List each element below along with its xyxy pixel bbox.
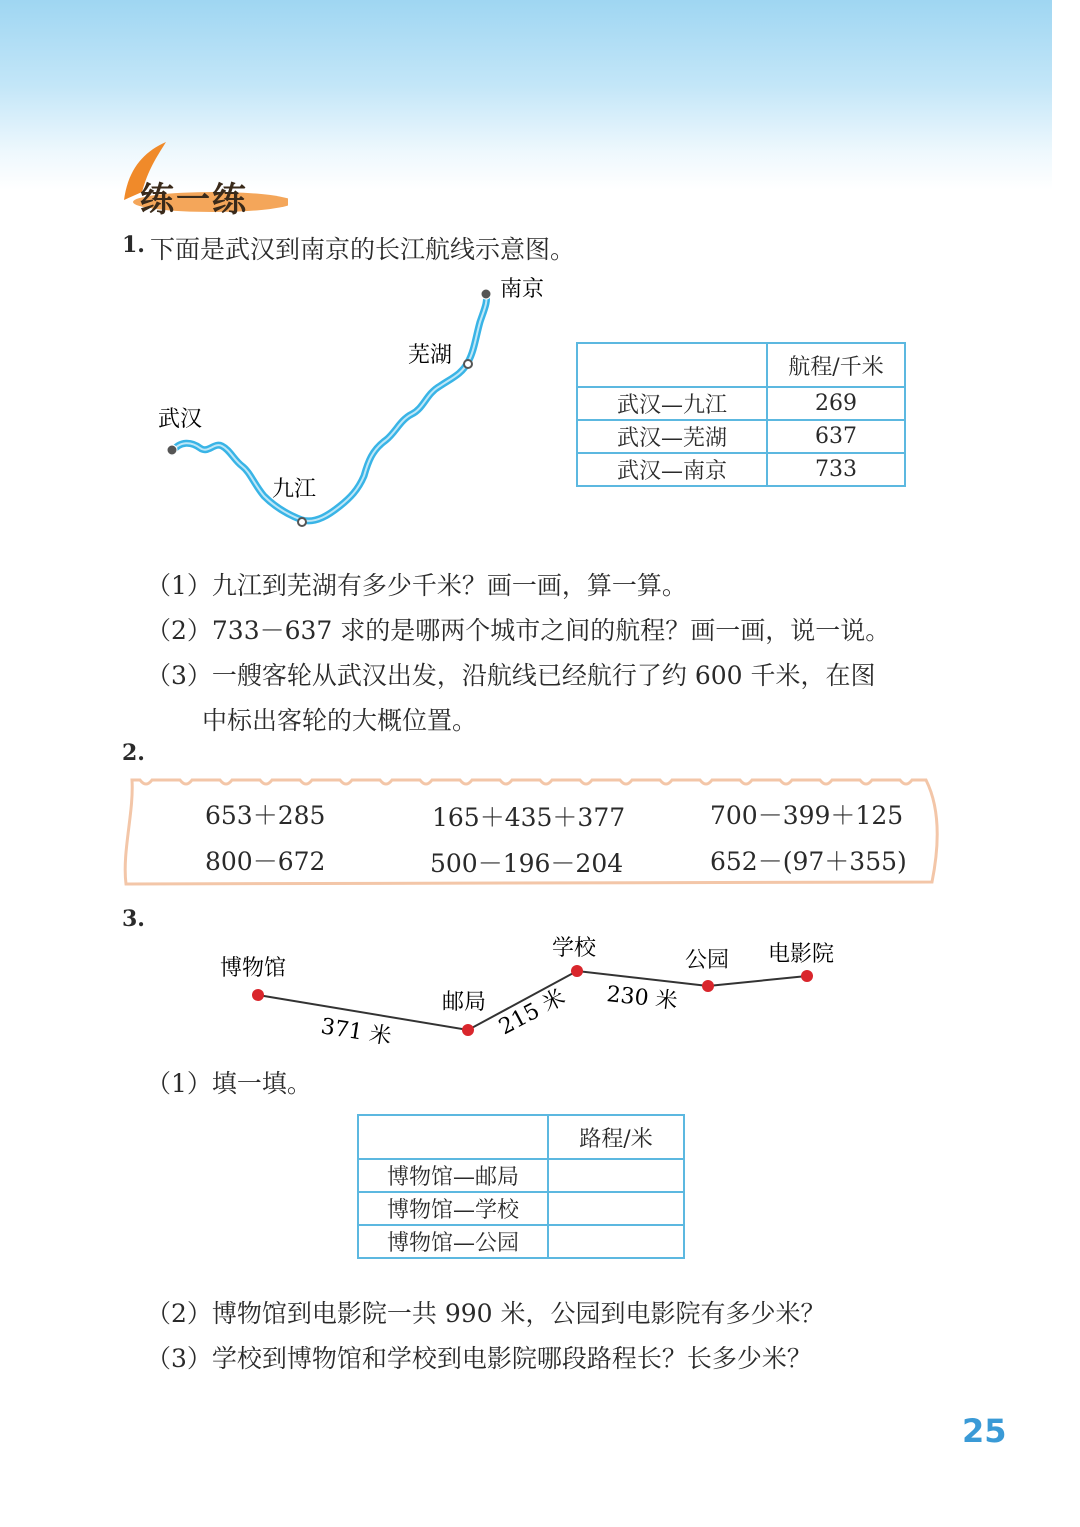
expression: 500－196－204	[430, 849, 624, 878]
label-park: 公园	[685, 948, 730, 973]
expression: 652－(97＋355)	[710, 847, 907, 876]
table-row	[577, 387, 905, 420]
route-cell: 武汉—九江	[577, 387, 767, 420]
cinema-point	[801, 970, 813, 982]
expression: 653＋285	[205, 801, 326, 830]
distance-cell: 269	[767, 387, 905, 420]
label-wuhu: 芜湖	[408, 343, 453, 368]
school-point	[571, 965, 583, 977]
segment-label-post-school: 215 米	[495, 984, 570, 1041]
answer-cell[interactable]	[548, 1225, 684, 1258]
question-3-sub-3: （3）学校到博物馆和学校到电影院哪段路程长？长多少米？	[146, 1344, 812, 1373]
jiujiang-marker	[298, 518, 306, 526]
label-cinema: 电影院	[768, 942, 835, 967]
question-number-3: 3.	[122, 906, 145, 932]
route-diagram	[200, 925, 860, 1055]
question-number-1: 1.	[122, 232, 145, 258]
route-cell: 武汉—芜湖	[577, 420, 767, 453]
answer-cell[interactable]	[548, 1159, 684, 1192]
nanjing-marker	[481, 289, 491, 299]
question-1-sub-2: （2）733－637 求的是哪两个城市之间的航程？画一画，说一说。	[146, 616, 891, 645]
label-wuhan: 武汉	[158, 407, 203, 432]
table-row	[577, 453, 905, 486]
table-header-cell: 路程/米	[548, 1115, 684, 1159]
table-corner-cell	[358, 1115, 548, 1159]
table-header-cell: 航程/千米	[767, 343, 905, 387]
label-jiujiang: 九江	[272, 477, 317, 502]
segment-label-museum-post: 371 米	[319, 1014, 394, 1051]
page-number: 25	[962, 1412, 1007, 1450]
answer-cell[interactable]	[548, 1192, 684, 1225]
route-table-1	[576, 342, 906, 487]
page-margin	[1052, 0, 1080, 1527]
museum-point	[252, 989, 264, 1001]
segment-label-school-park: 230 米	[605, 982, 679, 1015]
table-row	[358, 1159, 684, 1192]
route-cell: 博物馆—公园	[358, 1225, 548, 1258]
post-office-point	[462, 1024, 474, 1036]
question-1-sub-3-cont: 中标出客轮的大概位置。	[202, 706, 478, 735]
label-post-office: 邮局	[442, 990, 487, 1015]
label-school: 学校	[552, 936, 597, 961]
route-cell: 博物馆—邮局	[358, 1159, 548, 1192]
label-nanjing: 南京	[500, 277, 545, 302]
expression: 165＋435＋377	[432, 803, 626, 832]
route-cell: 武汉—南京	[577, 453, 767, 486]
section-title: 练一练	[140, 180, 248, 220]
distance-cell: 733	[767, 453, 905, 486]
label-museum: 博物馆	[220, 956, 287, 981]
question-1-sub-1: （1）九江到芜湖有多少千米？画一画，算一算。	[146, 571, 687, 600]
wuhan-marker	[167, 445, 177, 455]
table-row	[358, 1225, 684, 1258]
yangtze-river-line	[172, 294, 487, 521]
wuhu-marker	[464, 360, 472, 368]
question-1-sub-3: （3）一艘客轮从武汉出发，沿航线已经航行了约 600 千米，在图	[146, 661, 876, 690]
table-corner-cell	[577, 343, 767, 387]
park-point	[702, 980, 714, 992]
table-row	[577, 420, 905, 453]
question-number-2: 2.	[122, 740, 145, 766]
question-1-prompt: 下面是武汉到南京的长江航线示意图。	[150, 235, 576, 264]
table-header-row	[577, 343, 905, 387]
table-row	[358, 1192, 684, 1225]
distance-cell: 637	[767, 420, 905, 453]
expression: 700－399＋125	[710, 801, 904, 830]
route-table-3	[357, 1114, 685, 1259]
question-3-sub-2: （2）博物馆到电影院一共 990 米，公园到电影院有多少米？	[146, 1299, 826, 1328]
table-header-row	[358, 1115, 684, 1159]
question-3-sub-1: （1）填一填。	[146, 1069, 312, 1098]
river-map	[150, 270, 570, 540]
expression: 800－672	[205, 847, 326, 876]
route-cell: 博物馆—学校	[358, 1192, 548, 1225]
